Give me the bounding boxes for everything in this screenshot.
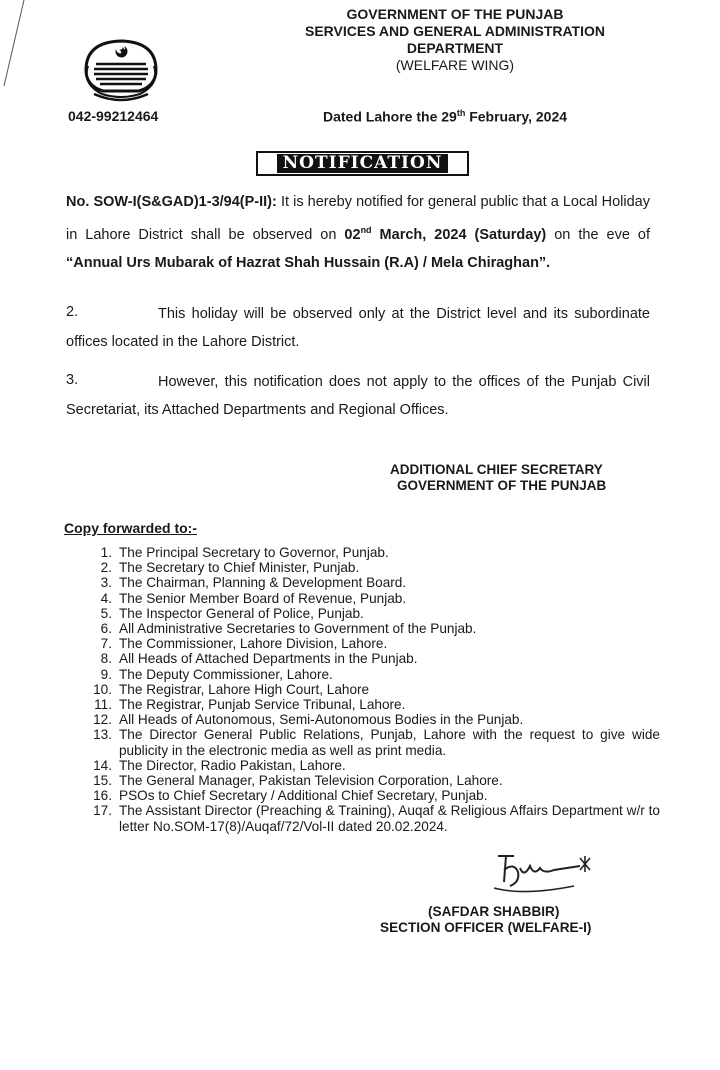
list-item [80, 651, 660, 666]
list-item [80, 727, 660, 757]
list-item-text: The Registrar, Lahore High Court, Lahore [119, 681, 370, 697]
notification-title: NOTIFICATION [277, 154, 449, 173]
list-item [80, 803, 660, 833]
list-item-text: The Registrar, Punjab Service Tribunal, Lahore. [119, 697, 406, 713]
list-item-number: 13. [93, 727, 112, 743]
list-item-text: The Director, Radio Pakistan, Lahore. [119, 757, 346, 773]
list-item-number: 11. [94, 697, 112, 713]
list-item-text: The Chairman, Planning & Development Board. [119, 575, 407, 591]
header-department-line1: SERVICES AND GENERAL ADMINISTRATION [305, 23, 605, 39]
list-item-number: 10. [93, 681, 112, 697]
list-item-text: The Secretary to Chief Minister, Punjab. [119, 560, 360, 576]
list-item-number: 5. [100, 605, 112, 621]
paragraph-3-number: 3. [66, 372, 79, 388]
phone-number: 042-99212464 [68, 108, 159, 124]
list-item-text: The Principal Secretary to Governor, Punjab. [119, 545, 389, 560]
list-item [80, 575, 660, 590]
list-item-text: All Administrative Secretaries to Government of the Punjab. [119, 621, 477, 637]
signatory-government: GOVERNMENT OF THE PUNJAB [397, 478, 607, 493]
list-item-number: 16. [93, 788, 112, 804]
paragraph-2-number: 2. [66, 304, 79, 320]
list-item [80, 560, 660, 575]
list-item [80, 712, 660, 727]
paragraph-3: However, this notification does not apply to the offices of the Punjab Civil Secretariat, its Attached Departments and Regional Offices. [66, 374, 650, 418]
officer-title: SECTION OFFICER (WELFARE-I) [380, 920, 592, 935]
list-item-number: 8. [100, 651, 112, 667]
punjab-emblem-icon [76, 36, 166, 106]
list-item-number: 14. [93, 757, 112, 773]
list-item [80, 591, 660, 606]
notification-title-box [256, 151, 469, 176]
list-item [80, 667, 660, 682]
header-wing: (WELFARE WING) [395, 57, 515, 73]
list-item [80, 697, 660, 712]
list-item-number: 2. [100, 560, 112, 576]
list-item-text: PSOs to Chief Secretary / Additional Chief Secretary, Punjab. [119, 788, 488, 804]
list-item [80, 788, 660, 803]
list-item-text: All Heads of Attached Departments in the Punjab. [119, 651, 418, 667]
list-item-number: 9. [100, 666, 112, 682]
list-item [80, 773, 660, 788]
list-item-number: 17. [93, 803, 112, 819]
list-item-text: All Heads of Autonomous, Semi-Autonomous Bodies in the Punjab. [119, 712, 524, 728]
list-item-number: 1. [100, 545, 112, 560]
list-item-text: The Director General Public Relations, Punjab, Lahore with the request to give wide publicity in the electronic media as well as print media. [119, 727, 660, 758]
holiday-date: 02nd March, 2024 (Saturday) [344, 225, 547, 243]
list-item [80, 606, 660, 621]
paragraph-1: No. SOW-I(S&GAD)1-3/94(P-II): It is hereby notified for general public that a Local Holiday in Lahore District shall be observed on 02nd March, 2024 (Saturday) on the eve of “Annual Urs Mubarak of Hazrat Shah Hussain (R.A) / Mela Chiraghan”. [66, 194, 650, 271]
list-item-text: The Commissioner, Lahore Division, Lahore. [119, 636, 388, 652]
list-item [80, 636, 660, 651]
list-item-number: 6. [100, 621, 112, 637]
list-item-number: 4. [100, 590, 112, 606]
header-government: GOVERNMENT OF THE PUNJAB [346, 6, 564, 22]
copy-forwarded-list [80, 545, 660, 834]
list-item-number: 3. [100, 575, 112, 591]
event-name: “Annual Urs Mubarak of Hazrat Shah Hussain (R.A) / Mela Chiraghan”. [66, 254, 551, 271]
list-item-number: 12. [93, 712, 112, 728]
copy-forwarded-heading: Copy forwarded to:- [64, 520, 197, 536]
dated-line: Dated Lahore the 29th February, 2024 [323, 108, 568, 125]
list-item-text: The General Manager, Pakistan Television Corporation, Lahore. [119, 773, 503, 789]
officer-name: (SAFDAR SHABBIR) [428, 904, 560, 919]
list-item [80, 621, 660, 636]
reference-number: No. SOW-I(S&GAD)1-3/94(P-II): [66, 194, 277, 210]
list-item-text: The Senior Member Board of Revenue, Punjab. [119, 590, 407, 606]
list-item [80, 545, 660, 560]
scan-edge-mark [0, 0, 30, 90]
header-department-line2: DEPARTMENT [406, 40, 504, 56]
signature-image [484, 846, 604, 902]
signatory-title: ADDITIONAL CHIEF SECRETARY [390, 462, 603, 477]
list-item [80, 758, 660, 773]
paragraph-2: This holiday will be observed only at the District level and its subordinate offices located in the Lahore District. [66, 306, 650, 350]
list-item [80, 682, 660, 697]
list-item-text: The Inspector General of Police, Punjab. [119, 605, 364, 621]
list-item-text: The Deputy Commissioner, Lahore. [119, 666, 333, 682]
list-item-number: 7. [100, 636, 112, 652]
list-item-text: The Assistant Director (Preaching & Training), Auqaf & Religious Affairs Department w/r to letter No.SOM-17(8)/Auqaf/72/Vol-II dated 20.02.2024. [119, 803, 660, 834]
list-item-number: 15. [93, 773, 112, 789]
